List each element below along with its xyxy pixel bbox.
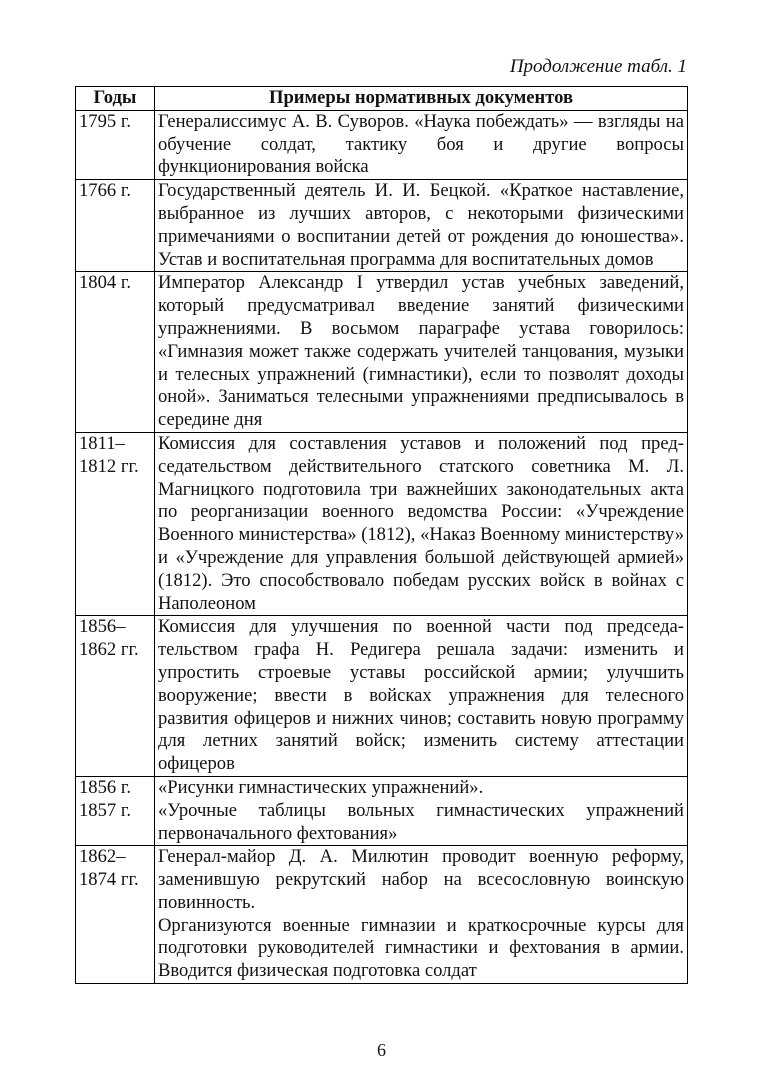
- table-row: [76, 432, 688, 615]
- page-number: 6: [377, 1040, 386, 1060]
- documents-table: [75, 86, 688, 984]
- year-cell: 1856 г. 1857 г.: [76, 776, 155, 845]
- year-cell: 1811– 1812 гг.: [76, 432, 155, 615]
- document-text: Генерал-майор Д. А. Милютин проводит военную реформу, заменившую рекрутский набор на всесословную воинскую повинность.: [158, 846, 684, 913]
- table-caption: Продолжение табл. 1: [509, 56, 687, 77]
- year-cell: 1766 г.: [76, 180, 155, 272]
- document-cell: [155, 846, 688, 984]
- document-text: Комиссия для улучшения по военной части под председательством графа Н. Редигера решала задачи: изменить и упростить строевые уставы российской армии; улучшить вооружение; ввести в войсках упражнения для телесного развития офицеров и нижних чинов; составить новую программу для летних занятий войск; изменить систему аттестации офицеров: [158, 616, 684, 775]
- document-cell: [155, 180, 688, 272]
- table-row: [76, 180, 688, 272]
- document-text: Император Александр I утвердил устав учебных заведений, который предусматривал введение занятий физическими упражнениями. В восьмом параграфе устава говорилось: «Гимназия может также содержать учителей танцования, музыки и телесных упражнений (гимнастики), если то позволят доходы оной». Заниматься телесными упражнениями предписывалось в середине дня: [158, 272, 684, 431]
- document-text: Генералиссимус А. В. Суворов. «Наука побеждать» — взгляды на обучение солдат, тактику боя и другие вопросы функционирования войска: [158, 110, 684, 178]
- table-row: [76, 776, 688, 845]
- document-cell: [155, 432, 688, 615]
- year-cell: 1804 г.: [76, 272, 155, 433]
- document-text: «Урочные таблицы вольных гимнастических упражнений первоначального фехтования»: [158, 799, 684, 844]
- table-row: [76, 272, 688, 433]
- header-years: Годы: [76, 87, 155, 111]
- document-text: «Рисунки гимнастических упражнений».: [158, 776, 484, 798]
- year-cell: 1862– 1874 гг.: [76, 846, 155, 984]
- year-cell: 1795 г.: [76, 110, 155, 179]
- document-text: Комиссия для составления уставов и положений под председательством действительного статского советника М. Л. Магницкого подготовила три важнейших законодательных акта по реорганизации военного ведомства России: «Учреждение Военного министерства» (1812), «Наказ Военному министерству» и «Учреждение для управления большой действующей армией» (1812). Это способствовало победам русских войск в войнах с Наполеоном: [158, 432, 684, 614]
- document-cell: [155, 616, 688, 777]
- document-cell: [155, 110, 688, 179]
- table-row: [76, 616, 688, 777]
- document-text: Государственный деятель И. И. Бецкой. «Краткое наставление, выбранное из лучших авторов, с некоторыми физическими примечаниями о воспитании детей от рождения до юношества». Устав и воспитательная программа для воспитательных домов: [158, 180, 684, 270]
- table-row: [76, 110, 688, 179]
- table-row: [76, 846, 688, 984]
- document-cell: [155, 272, 688, 433]
- table-header-row: [76, 87, 688, 111]
- document-cell: [155, 776, 688, 845]
- header-documents: Примеры нормативных документов: [155, 87, 688, 111]
- year-cell: 1856– 1862 гг.: [76, 616, 155, 777]
- document-text: Организуются военные гимназии и краткосрочные курсы для подготовки руководителей гимнастики и фехтования в армии. Вводится физическая подготовка солдат: [158, 914, 684, 982]
